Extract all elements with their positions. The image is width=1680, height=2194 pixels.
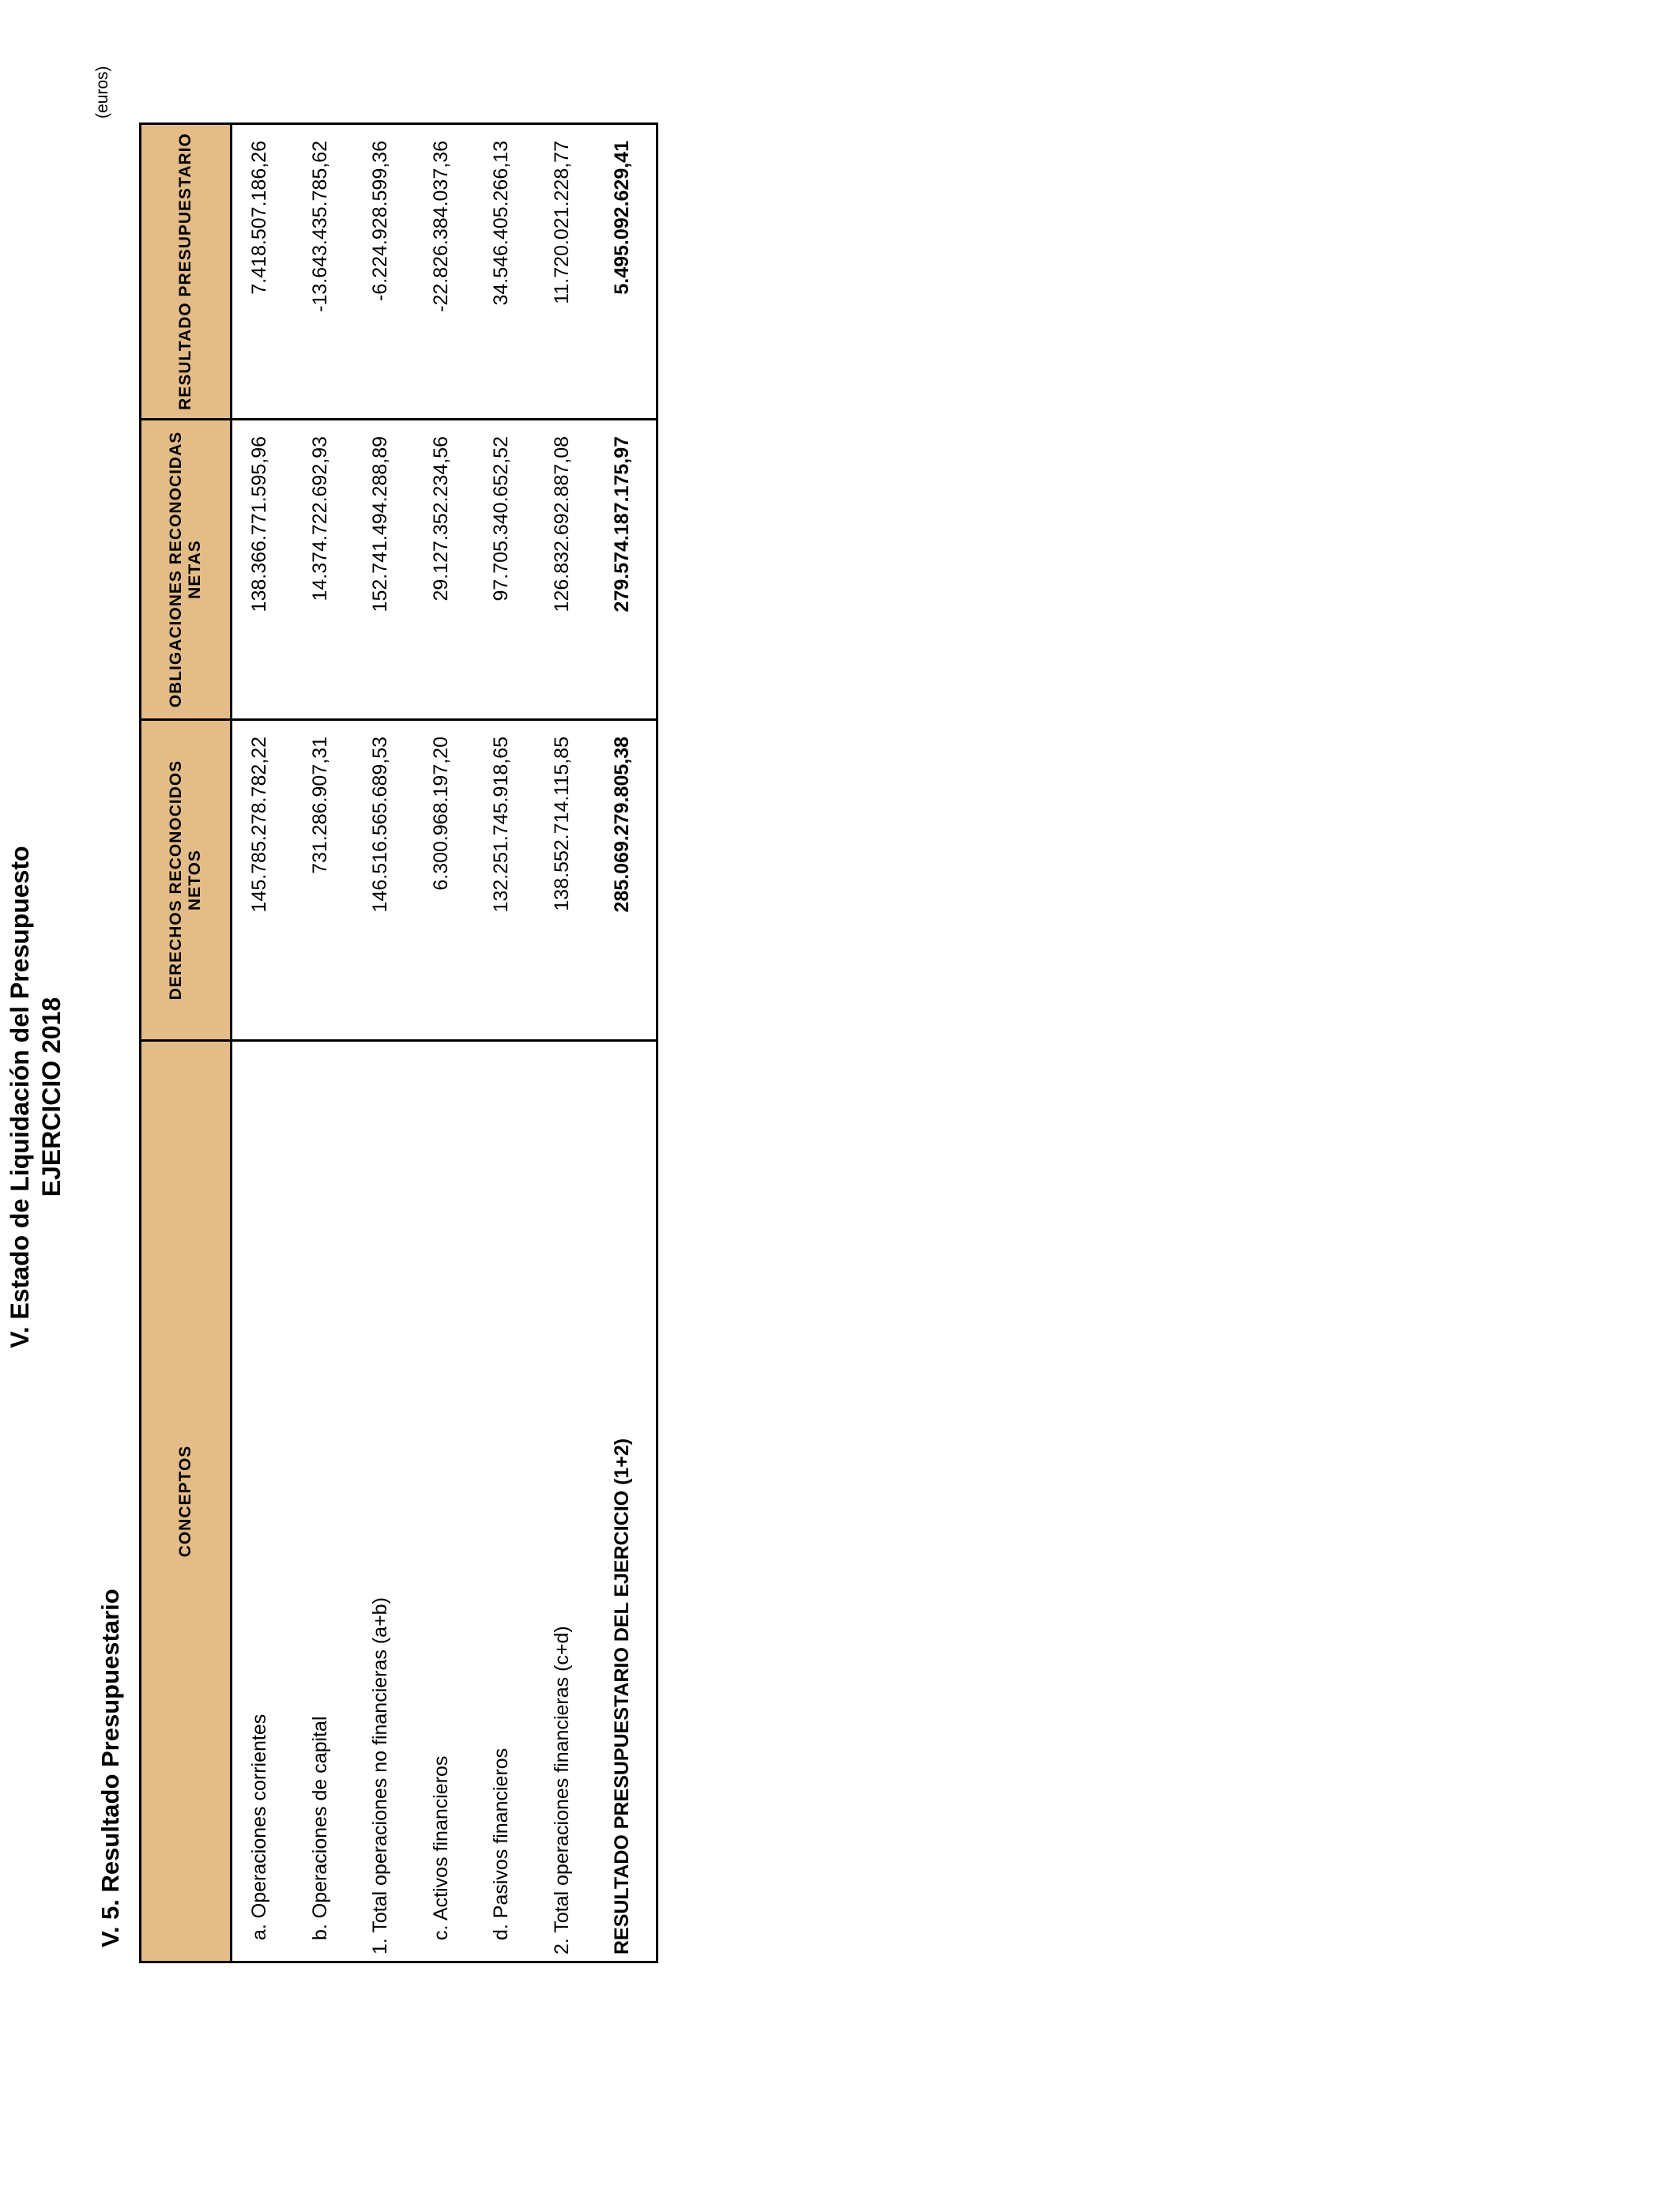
derechos-value: 285.069.279.805,38	[611, 737, 634, 913]
resultado-cell	[414, 124, 475, 420]
obligaciones-cell	[232, 420, 293, 720]
table-row	[474, 124, 535, 1962]
derechos-value: 138.552.714.115,85	[550, 737, 573, 911]
table-row	[232, 124, 293, 1962]
concept-label: 2. Total operaciones financieras (c+d)	[550, 1626, 573, 1955]
column-header-resultado: RESULTADO PRESUPUESTARIO	[141, 124, 232, 420]
resultado-cell	[293, 124, 354, 420]
page-title: V. Estado de Liquidación del Presupuesto	[6, 846, 34, 1348]
derechos-cell	[293, 720, 354, 1041]
derechos-cell	[353, 720, 414, 1041]
concept-cell	[293, 1041, 354, 1962]
obligaciones-cell	[535, 420, 596, 720]
resultado-value: 11.720.021.228,77	[550, 141, 573, 304]
resultado-cell	[535, 124, 596, 420]
concept-label: 1. Total operaciones no financieras (a+b)	[369, 1597, 392, 1955]
concept-label: RESULTADO PRESUPUESTARIO DEL EJERCICIO (1+2)	[611, 1438, 634, 1955]
resultado-value: 7.418.507.186,26	[248, 141, 270, 295]
derechos-cell	[595, 720, 657, 1041]
table-row	[293, 124, 354, 1962]
concept-label: d. Pasivos financieros	[490, 1747, 513, 1940]
derechos-value: 731.286.907,31	[308, 737, 331, 874]
resultado-value: -6.224.928.599,36	[369, 141, 392, 301]
obligaciones-cell	[595, 420, 657, 720]
obligaciones-cell	[293, 420, 354, 720]
table-row	[414, 124, 475, 1962]
obligaciones-cell	[474, 420, 535, 720]
concept-cell	[474, 1041, 535, 1962]
obligaciones-value: 279.574.187.175,97	[611, 436, 634, 613]
obligaciones-value: 29.127.352.234,56	[429, 436, 452, 601]
table-row	[353, 124, 414, 1962]
table-header-row	[141, 124, 232, 1962]
concept-cell	[232, 1041, 293, 1962]
concept-cell	[414, 1041, 475, 1962]
concept-cell	[535, 1041, 596, 1962]
derechos-value: 146.516.565.689,53	[369, 737, 392, 913]
obligaciones-value: 138.366.771.595,96	[248, 436, 270, 613]
resultado-value: 34.546.405.266,13	[490, 141, 513, 306]
obligaciones-value: 152.741.494.288,89	[369, 436, 392, 613]
units-label: (euros)	[93, 66, 111, 119]
section-title: V. 5. Resultado Presupuestario	[96, 1589, 124, 1947]
column-header-obligaciones: OBLIGACIONES RECONOCIDAS NETAS	[141, 420, 232, 720]
derechos-cell	[414, 720, 475, 1041]
obligaciones-value: 97.705.340.652,52	[490, 436, 513, 601]
column-header-conceptos: CONCEPTOS	[141, 1041, 232, 1962]
resultado-value: -13.643.435.785,62	[308, 141, 331, 312]
resultado-value: 5.495.092.629,41	[611, 141, 634, 295]
concept-label: b. Operaciones de capital	[308, 1716, 331, 1940]
resultado-cell	[232, 124, 293, 420]
concept-cell	[595, 1041, 657, 1962]
derechos-value: 6.300.968.197,20	[429, 737, 452, 891]
concept-cell	[353, 1041, 414, 1962]
obligaciones-value: 14.374.722.692,93	[308, 436, 331, 601]
derechos-value: 145.785.278.782,22	[248, 737, 270, 913]
column-header-derechos: DERECHOS RECONOCIDOS NETOS	[141, 720, 232, 1041]
table-row	[535, 124, 596, 1962]
derechos-value: 132.251.745.918,65	[490, 737, 513, 913]
derechos-cell	[535, 720, 596, 1041]
derechos-cell	[474, 720, 535, 1041]
table-row-total	[595, 124, 657, 1962]
concept-label: a. Operaciones corrientes	[248, 1713, 270, 1940]
derechos-cell	[232, 720, 293, 1041]
resultado-cell	[595, 124, 657, 420]
page-subtitle: EJERCICIO 2018	[37, 997, 66, 1197]
obligaciones-cell	[353, 420, 414, 720]
obligaciones-cell	[414, 420, 475, 720]
budget-result-table	[139, 123, 658, 1963]
resultado-cell	[474, 124, 535, 420]
concept-label: c. Activos financieros	[429, 1755, 452, 1940]
obligaciones-value: 126.832.692.887,08	[550, 436, 573, 613]
resultado-value: -22.826.384.037,36	[429, 141, 452, 312]
resultado-cell	[353, 124, 414, 420]
